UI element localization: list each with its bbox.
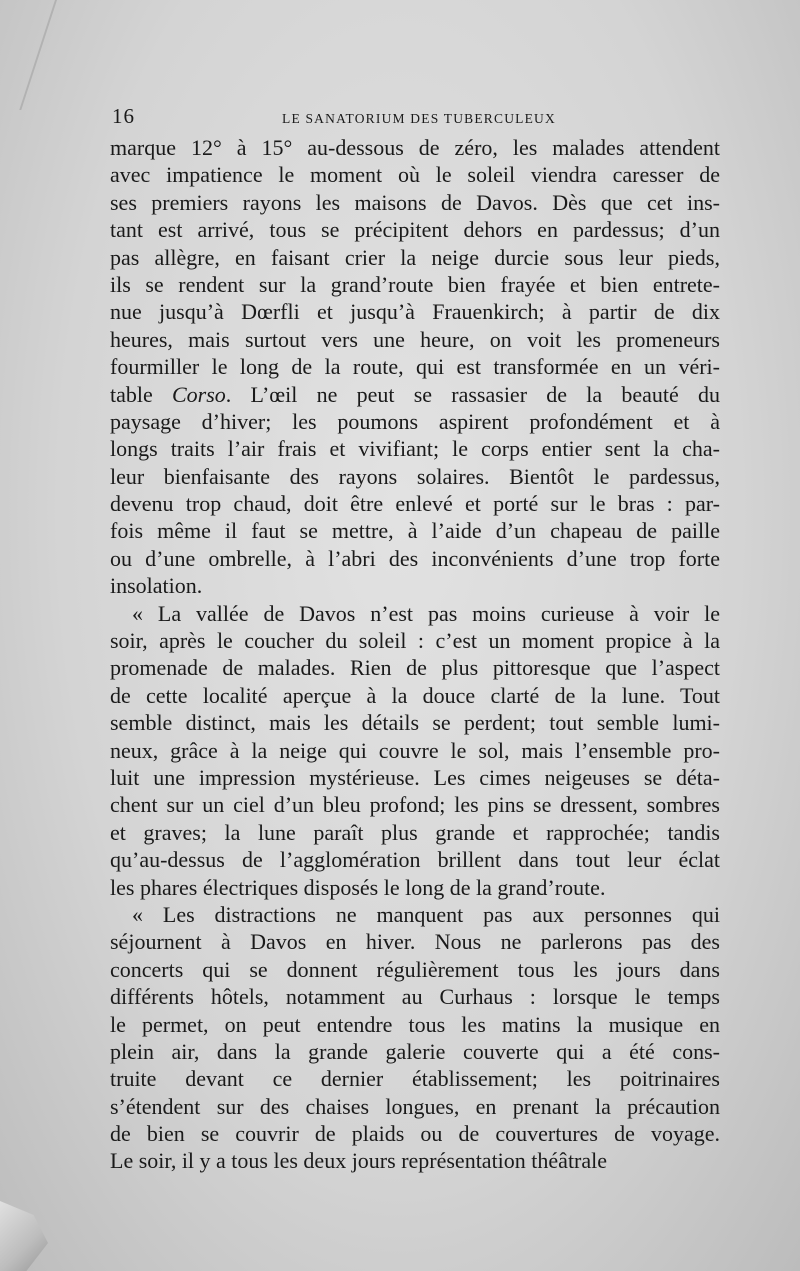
text-line: devenu trop chaud, doit être enlevé et porté sur le bras : par-: [110, 491, 720, 517]
text-line: ils se rendent sur la grand’route bien frayée et bien entrete-: [110, 271, 720, 297]
text-line: semble distinct, mais les détails se perdent; tout semble lumi-: [110, 710, 720, 736]
text-line: différents hôtels, notamment au Curhaus : lorsque le temps: [110, 984, 720, 1010]
text-line: les phares électriques disposés le long de la grand’route.: [110, 874, 606, 900]
text-line: paysage d’hiver; les poumons aspirent profondément et à: [110, 408, 720, 434]
text-line: concerts qui se donnent régulièrement tous les jours dans: [110, 956, 720, 982]
text-line: chent sur un ciel d’un bleu profond; les pins se dressent, sombres: [110, 792, 720, 818]
text-line: ou d’une ombrelle, à l’abri des inconvénients d’une trop forte: [110, 545, 720, 571]
text-line: soir, après le coucher du soleil : c’est un moment propice à la: [110, 628, 720, 654]
text-line: plein air, dans la grande galerie couverte qui a été cons-: [110, 1038, 720, 1064]
text-line: longs traits l’air frais et vivifiant; le corps entier sent la cha-: [110, 436, 720, 462]
text-line: de cette localité aperçue à la douce clarté de la lune. Tout: [110, 682, 720, 708]
text-line: pas allègre, en faisant crier la neige durcie sous leur pieds,: [110, 244, 720, 270]
text-line: promenade de malades. Rien de plus pittoresque que l’aspect: [110, 655, 720, 681]
text-line: neux, grâce à la neige qui couvre le sol, mais l’ensemble pro-: [110, 737, 720, 763]
text-line: « Les distractions ne manquent pas aux personnes qui: [132, 901, 720, 927]
body-text: [110, 134, 720, 1175]
text-line: luit une impression mystérieuse. Les cimes neigeuses se déta-: [110, 764, 720, 790]
page-crease: [0, 0, 57, 110]
text-line: le permet, on peut entendre tous les matins la musique en: [110, 1011, 720, 1037]
text-line: marque 12° à 15° au-dessous de zéro, les malades attendent: [110, 135, 720, 160]
text-line: fourmiller le long de la route, qui est transformée en un véri-: [110, 354, 720, 380]
text-line: et graves; la lune paraît plus grande et rapprochée; tandis: [110, 819, 720, 845]
text-line: fois même il faut se mettre, à l’aide d’un chapeau de paille: [110, 518, 720, 544]
text-line: séjournent à Davos en hiver. Nous ne parlerons pas des: [110, 929, 720, 955]
running-title: LE SANATORIUM DES TUBERCULEUX: [282, 111, 556, 126]
torn-corner: [0, 1201, 48, 1271]
text-line: qu’au-dessus de l’agglomération brillent dans tout leur éclat: [110, 847, 720, 873]
text-line: tant est arrivé, tous se précipitent dehors en pardessus; d’un: [110, 217, 720, 243]
text-line: « La vallée de Davos n’est pas moins curieuse à voir le: [132, 600, 720, 626]
text-line: table Corso. L’œil ne peut se rassasier de la beauté du: [110, 381, 720, 407]
text-line: avec impatience le moment où le soleil viendra caresser de: [110, 162, 720, 188]
text-line: nue jusqu’à Dœrfli et jusqu’à Frauenkirch; à partir de dix: [110, 299, 720, 325]
text-line: truite devant ce dernier établissement; les poitrinaires: [110, 1066, 720, 1092]
text-line: insolation.: [110, 573, 203, 599]
text-line: heures, mais surtout vers une heure, on voit les promeneurs: [110, 326, 720, 352]
text-line: de bien se couvrir de plaids ou de couvertures de voyage.: [110, 1121, 720, 1147]
page-number: 16: [112, 104, 135, 128]
text-line: s’étendent sur des chaises longues, en prenant la précaution: [110, 1093, 720, 1119]
text-line: leur bienfaisante des rayons solaires. Bientôt le pardessus,: [110, 463, 720, 489]
text-line: ses premiers rayons les maisons de Davos. Dès que cet ins-: [110, 189, 720, 215]
text-line: Le soir, il y a tous les deux jours représentation théâtrale: [110, 1148, 608, 1174]
